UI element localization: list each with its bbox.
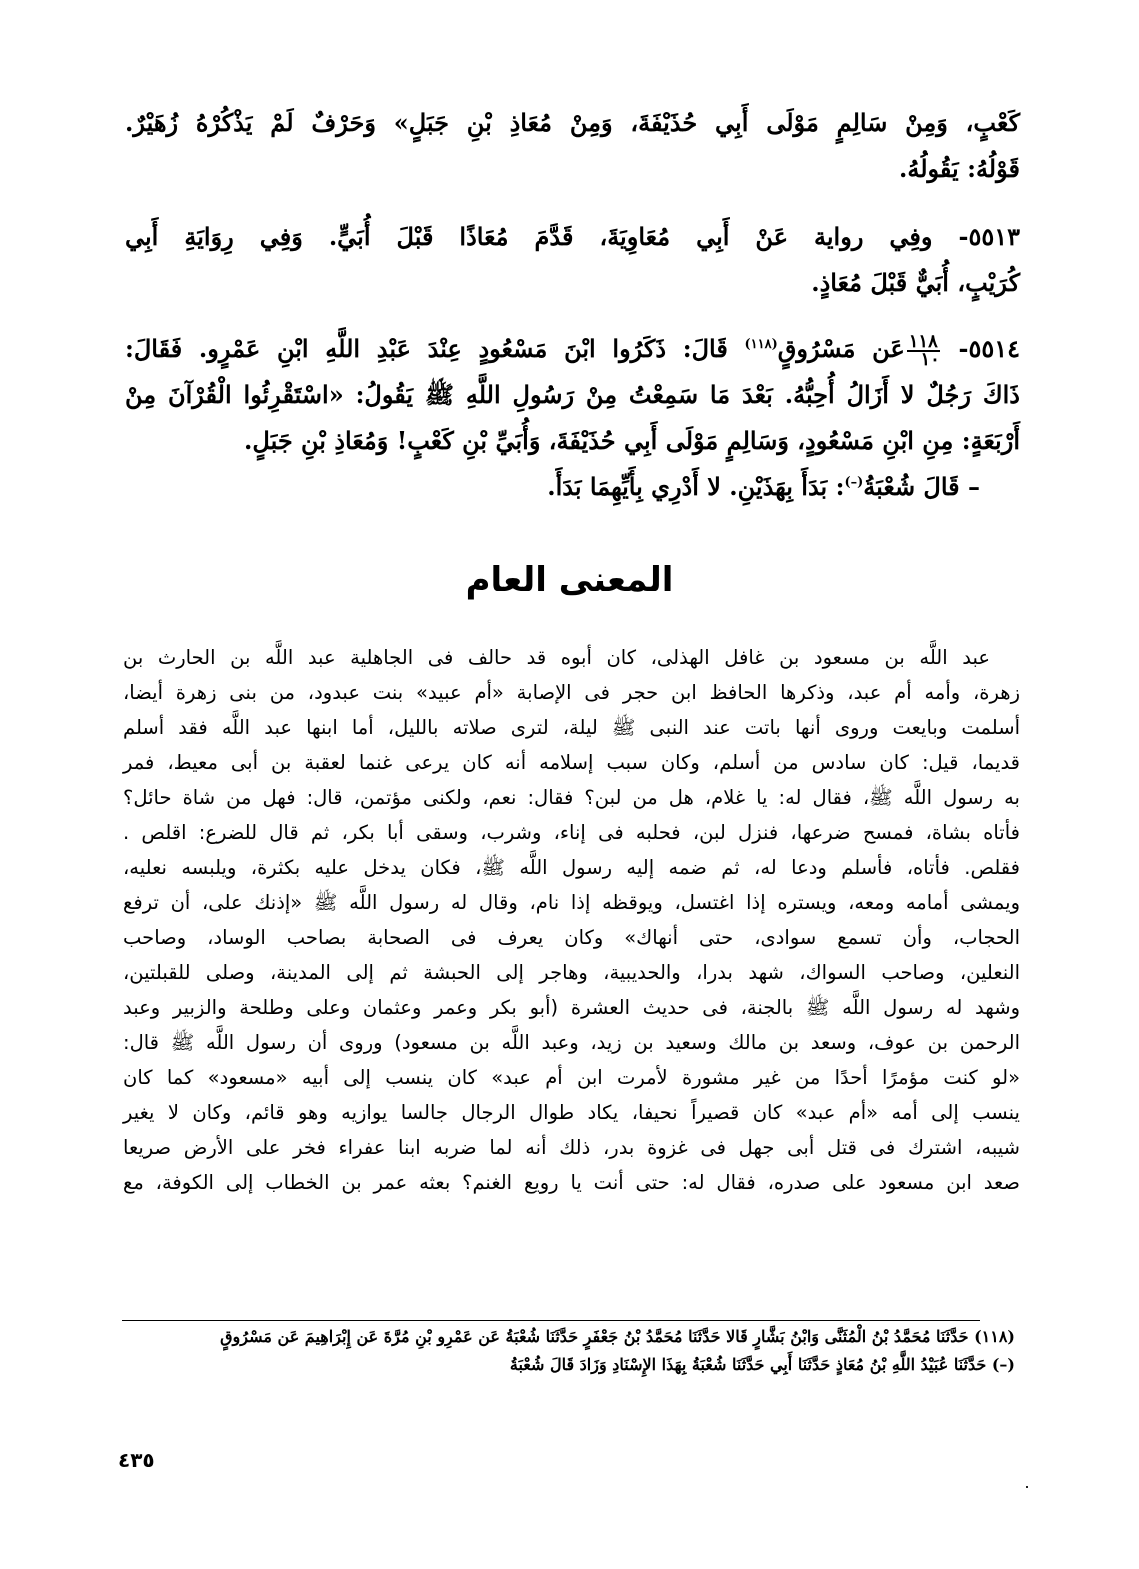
hadith-text: قَالَ: ذَكَرُوا ابْنَ مَسْعُودٍ عِنْدَ عَبْدِ اللَّهِ ابْنِ عَمْرٍو. فَقَالَ: bbox=[125, 334, 728, 363]
hadith-text-line: كُرَيْبٍ، أُبَيٌّ قَبْلَ مُعَاذٍ. bbox=[811, 268, 1020, 297]
shuba-note-line bbox=[125, 464, 1020, 510]
body-text-line: ينسب إلى أمه «أم عبد» كان قصيراً نحيفا، يكاد طوال الرجال جالسا يوازيه وهو قائم، وكان لا يغير bbox=[123, 1101, 1020, 1124]
footnote-reference[interactable]: (–) bbox=[844, 475, 864, 490]
hadith-text-line: كَعْبٍ، وَمِنْ سَالِمٍ مَوْلَى أَبِي حُذَيْفَةَ، وَمِنْ مُعَاذِ بْنِ جَبَلٍ» وَحَرْفٌ لَمْ يَذْكُرْهُ زُهَيْرٌ. bbox=[125, 108, 1020, 137]
hadith-text-line: ذَاكَ رَجُلٌ لا أَزَالُ أُحِبُّهُ. بَعْدَ مَا سَمِعْتُ مِنْ رَسُولِ اللَّهِ ﷺ يَقُولُ: «اسْتَقْرِئُوا الْقُرْآنَ مِنْ bbox=[125, 380, 1020, 409]
body-text-line: ويمشى أمامه ومعه، ويستره إذا اغتسل، ويوقظه إذا نام، وقال له رسول اللَّه ﷺ «إذنك على، أن ترفع bbox=[123, 891, 1020, 914]
body-text-line: الحجاب، وأن تسمع سوادى، حتى أنهاك» وكان يعرف فى الصحابة بصاحب الوساد، وصاحب bbox=[123, 926, 1020, 949]
body-text-line: صعد ابن مسعود على صدره، فقال له: حتى أنت يا رويع الغنم؟ بعثه عمر بن الخطاب إلى الكوفة، مع bbox=[123, 1171, 1020, 1194]
body-text-line: وشهد له رسول اللَّه ﷺ بالجنة، فى حديث العشرة (أبو بكر وعمر وعثمان وعلى وطلحة والزبير وعبد bbox=[123, 996, 1020, 1019]
body-text-line: شيبه، اشترك فى قتل أبى جهل فى غزوة بدر، ذلك أنه لما ضربه ابنا عفراء فخر على الأرض صريعا bbox=[123, 1136, 1020, 1159]
footnote-marker: (١١٨) bbox=[974, 1327, 1015, 1346]
hadith-text: عَن مَسْرُوقٍ bbox=[777, 334, 905, 363]
hadith-text: - وفِي رواية عَنْ أَبِي مُعَاوِيَةَ، قَدَّمَ مُعَاذًا قَبْلَ أُبَيٍّ. وَفِي رِوَايَةِ أَبِي bbox=[125, 222, 969, 251]
footnote-item bbox=[125, 1323, 1015, 1351]
hadith-text-line: ٥٥١٤- $\frac{١١٨}{١٠}$ عَن مَسْرُوقٍ$^{(١١٨)}$ قَالَ: ذَكَرُوا ابْنَ مَسْعُودٍ عِنْدَ عَبْدِ اللَّهِ ابْنِ عَمْرٍو. فَقَالَ: bbox=[125, 330, 1020, 370]
hadith-continuation bbox=[125, 100, 1020, 192]
footnotes bbox=[125, 1323, 1015, 1379]
body-text-line: النعلين، وصاحب السواك، شهد بدرا، والحديبية، وهاجر إلى الحبشة ثم إلى المدينة، وصلى للقبلتين، bbox=[123, 961, 1020, 984]
scan-artifact bbox=[1026, 1486, 1028, 1488]
body-text-line: فأتاه بشاة، فمسح ضرعها، فنزل لبن، فحلبه فى إناء، وشرب، وسقى أبا بكر، ثم قال للضرع: اقلص . bbox=[123, 821, 1020, 844]
hadith-5513 bbox=[125, 214, 1020, 306]
body-text-line: «لو كنت مؤمرًا أحدًا من غير مشورة لأمرت ابن أم عبد» كان ينسب إلى أبيه «مسعود» كما كان bbox=[123, 1066, 1020, 1089]
body-text-line: عبد اللَّه بن مسعود بن غافل الهذلى، كان أبوه قد حالف فى الجاهلية عبد اللَّه بن الحارث بن bbox=[123, 646, 990, 669]
hadith-text-line: أَرْبَعَةٍ: مِنِ ابْنِ مَسْعُودٍ، وَسَالِمٍ مَوْلَى أَبِي حُذَيْفَةَ، وَأُبَيِّ بْنِ كَعْبٍ! وَمُعَاذِ بْنِ جَبَلٍ. bbox=[244, 426, 1020, 455]
general-meaning-body bbox=[123, 640, 1020, 1200]
footnote-marker: (–) bbox=[991, 1355, 1015, 1374]
hadith-text-line bbox=[125, 214, 1020, 260]
body-text-line: زهرة، وأمه أم عبد، وذكرها الحافظ ابن حجر فى الإصابة «أم عبيد» بنت عبدود، من بنى زهرة أيضا، bbox=[123, 681, 1020, 704]
footnote-divider bbox=[122, 1320, 980, 1321]
page-number: ٤٣٥ bbox=[118, 1448, 155, 1472]
body-text-line: أسلمت وبايعت وروى أنها باتت عند النبى ﷺ ليلة، لترى صلاته بالليل، أما ابنها عبد اللَّه فقد أسلم bbox=[123, 716, 1020, 739]
footnote-text: حَدَّثَنَا مُحَمَّدُ بْنُ الْمُثَنَّى وَابْنُ بَشَّارٍ قَالا حَدَّثَنَا مُحَمَّدُ بْنُ جَعْفَرٍ حَدَّثَنَا شُعْبَةُ عَن عَمْرِو بْنِ مُرَّةَ عَن إِبْرَاهِيمَ عَن مَسْرُوقٍ bbox=[220, 1327, 969, 1346]
body-text-line: فقلص. فأتاه، فأسلم ودعا له، ثم ضمه إليه رسول اللَّه ﷺ، فكان يدخل عليه بكثرة، ويلبسه نعليه، bbox=[123, 856, 1020, 879]
hadith-cross-reference-fraction: $\frac{١١٨}{١٠}$ bbox=[908, 330, 940, 370]
section-heading: المعنى العام bbox=[465, 560, 674, 600]
hadith-5514 bbox=[125, 326, 1020, 510]
footnote-reference[interactable]: (١١٨) bbox=[744, 337, 778, 352]
shuba-note-text: : بَدَأَ بِهَذَيْنِ. لا أَدْرِي بِأَيِّهِمَا بَدَأَ. bbox=[547, 472, 845, 501]
footnote-item bbox=[125, 1351, 1015, 1379]
hadith-number: ٥٥١٤ bbox=[968, 334, 1020, 363]
hadith-number: ٥٥١٣ bbox=[968, 222, 1020, 251]
body-text-line: الرحمن بن عوف، وسعد بن مالك وسعيد بن زيد، وعبد اللَّه بن مسعود) وروى أن رسول اللَّه ﷺ قال: bbox=[123, 1031, 1020, 1054]
hadith-text-line: قَوْلُهُ: يَقُولُهُ. bbox=[898, 154, 1020, 183]
body-text-line: به رسول اللَّه ﷺ، فقال له: يا غلام، هل من لبن؟ فقال: نعم، ولكنى مؤتمن، قال: فهل من شاة حائل؟ bbox=[123, 786, 1020, 809]
footnote-text: حَدَّثَنَا عُبَيْدُ اللَّهِ بْنُ مُعَاذٍ حَدَّثَنَا أَبِي حَدَّثَنَا شُعْبَةُ بِهَذَا الإِسْنَادِ وَزَادَ قَالَ شُعْبَةُ bbox=[509, 1355, 987, 1374]
shuba-note-prefix: – قَالَ شُعْبَةُ bbox=[863, 472, 980, 501]
body-text-line: قديما، قيل: كان سادس من أسلم، وكان سبب إسلامه أنه كان يرعى غنما لعقبة بن أبى معيط، فمر bbox=[123, 751, 1020, 774]
